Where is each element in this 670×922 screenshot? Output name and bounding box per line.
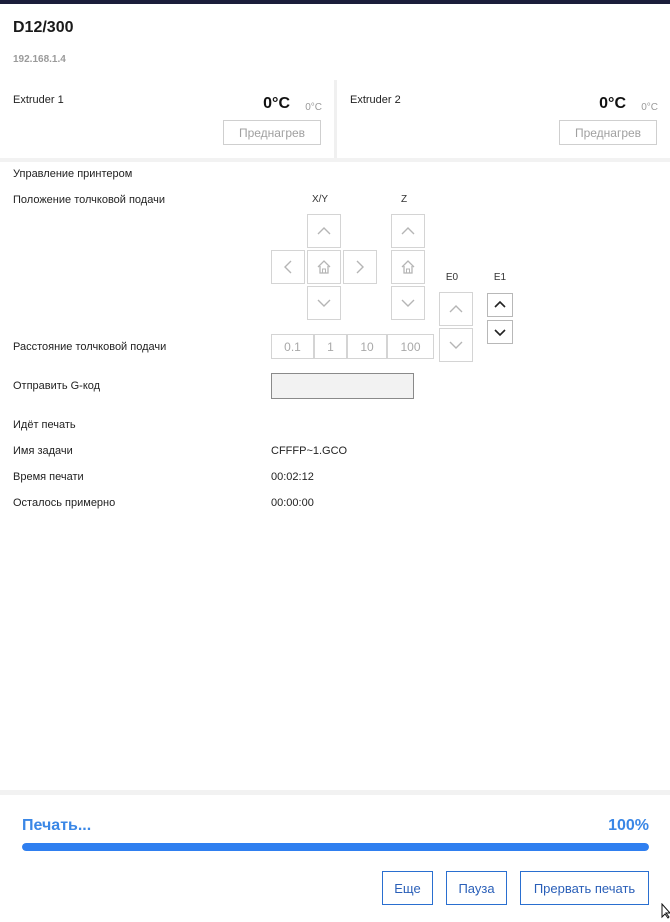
chevron-up-icon [447,300,465,318]
jog-distance-10-button[interactable]: 10 [347,334,387,359]
jog-distance-100-button[interactable]: 100 [387,334,434,359]
extruder-1-target-temp: 0°C [305,102,322,113]
job-name-value: CFFFP~1.GCO [271,445,348,457]
chevron-down-icon [399,294,417,312]
jog-home-z-button[interactable] [391,250,425,284]
jog-distance-1-button[interactable]: 1 [314,334,347,359]
job-name-label: Имя задачи [13,445,73,457]
jog-y-plus-button[interactable] [307,214,341,248]
axis-z-label: Z [400,194,408,205]
jog-z-plus-button[interactable] [391,214,425,248]
jog-e1-plus-button[interactable] [487,293,513,317]
extruder-2-temp: 0°C [599,95,626,112]
chevron-left-icon [279,258,297,276]
remaining-time-value: 00:00:00 [271,497,314,509]
chevron-down-icon [447,336,465,354]
extruder-1-card [0,80,334,158]
extruder-1-temp: 0°C [263,95,290,112]
extruder-1-label: Extruder 1 [13,94,64,106]
send-gcode-label: Отправить G-код [13,380,101,392]
more-button[interactable]: Еще [382,871,433,905]
top-accent-bar [0,0,670,4]
extruder-2-target-temp: 0°C [641,102,658,113]
jog-position-label: Положение толчковой подачи [13,194,165,206]
extruder-panel [0,80,670,158]
chevron-up-icon [315,222,333,240]
axis-xy-label: X/Y [311,194,329,205]
axis-e0-label: E0 [445,272,459,283]
print-progress-fill [22,843,649,851]
chevron-down-icon [493,325,507,339]
jog-e0-minus-button[interactable] [439,328,473,362]
jog-z-minus-button[interactable] [391,286,425,320]
extruder-2-label: Extruder 2 [350,94,401,106]
axis-e1-label: E1 [493,272,507,283]
jog-x-plus-button[interactable] [343,250,377,284]
footer-divider [0,790,670,795]
mouse-cursor-icon [660,903,670,919]
jog-e0-plus-button[interactable] [439,292,473,326]
extruder-2-preheat-button[interactable]: Преднагрев [559,120,657,145]
jog-y-minus-button[interactable] [307,286,341,320]
jog-distance-label: Расстояние толчковой подачи [13,341,167,353]
section-divider [0,158,670,162]
printer-ip: 192.168.1.4 [13,54,66,65]
chevron-up-icon [493,298,507,312]
print-progress-bar [22,843,649,851]
print-progress-percent: 100% [608,817,649,834]
pause-button[interactable]: Пауза [446,871,507,905]
home-icon [399,258,417,276]
jog-distance-0-1-button[interactable]: 0.1 [271,334,314,359]
chevron-down-icon [315,294,333,312]
jog-e1-minus-button[interactable] [487,320,513,344]
job-section-title: Идёт печать [13,419,76,431]
print-time-label: Время печати [13,471,84,483]
printer-name: D12/300 [13,19,74,36]
print-status-text: Печать... [22,817,92,834]
home-icon [315,258,333,276]
print-time-value: 00:02:12 [271,471,314,483]
jog-home-xy-button[interactable] [307,250,341,284]
abort-print-button[interactable]: Прервать печать [520,871,649,905]
extruder-2-card [337,80,670,158]
chevron-up-icon [399,222,417,240]
gcode-input[interactable] [271,373,414,399]
printer-control-title: Управление принтером [13,168,133,180]
chevron-right-icon [351,258,369,276]
extruder-1-preheat-button[interactable]: Преднагрев [223,120,321,145]
remaining-time-label: Осталось примерно [13,497,116,509]
jog-x-minus-button[interactable] [271,250,305,284]
